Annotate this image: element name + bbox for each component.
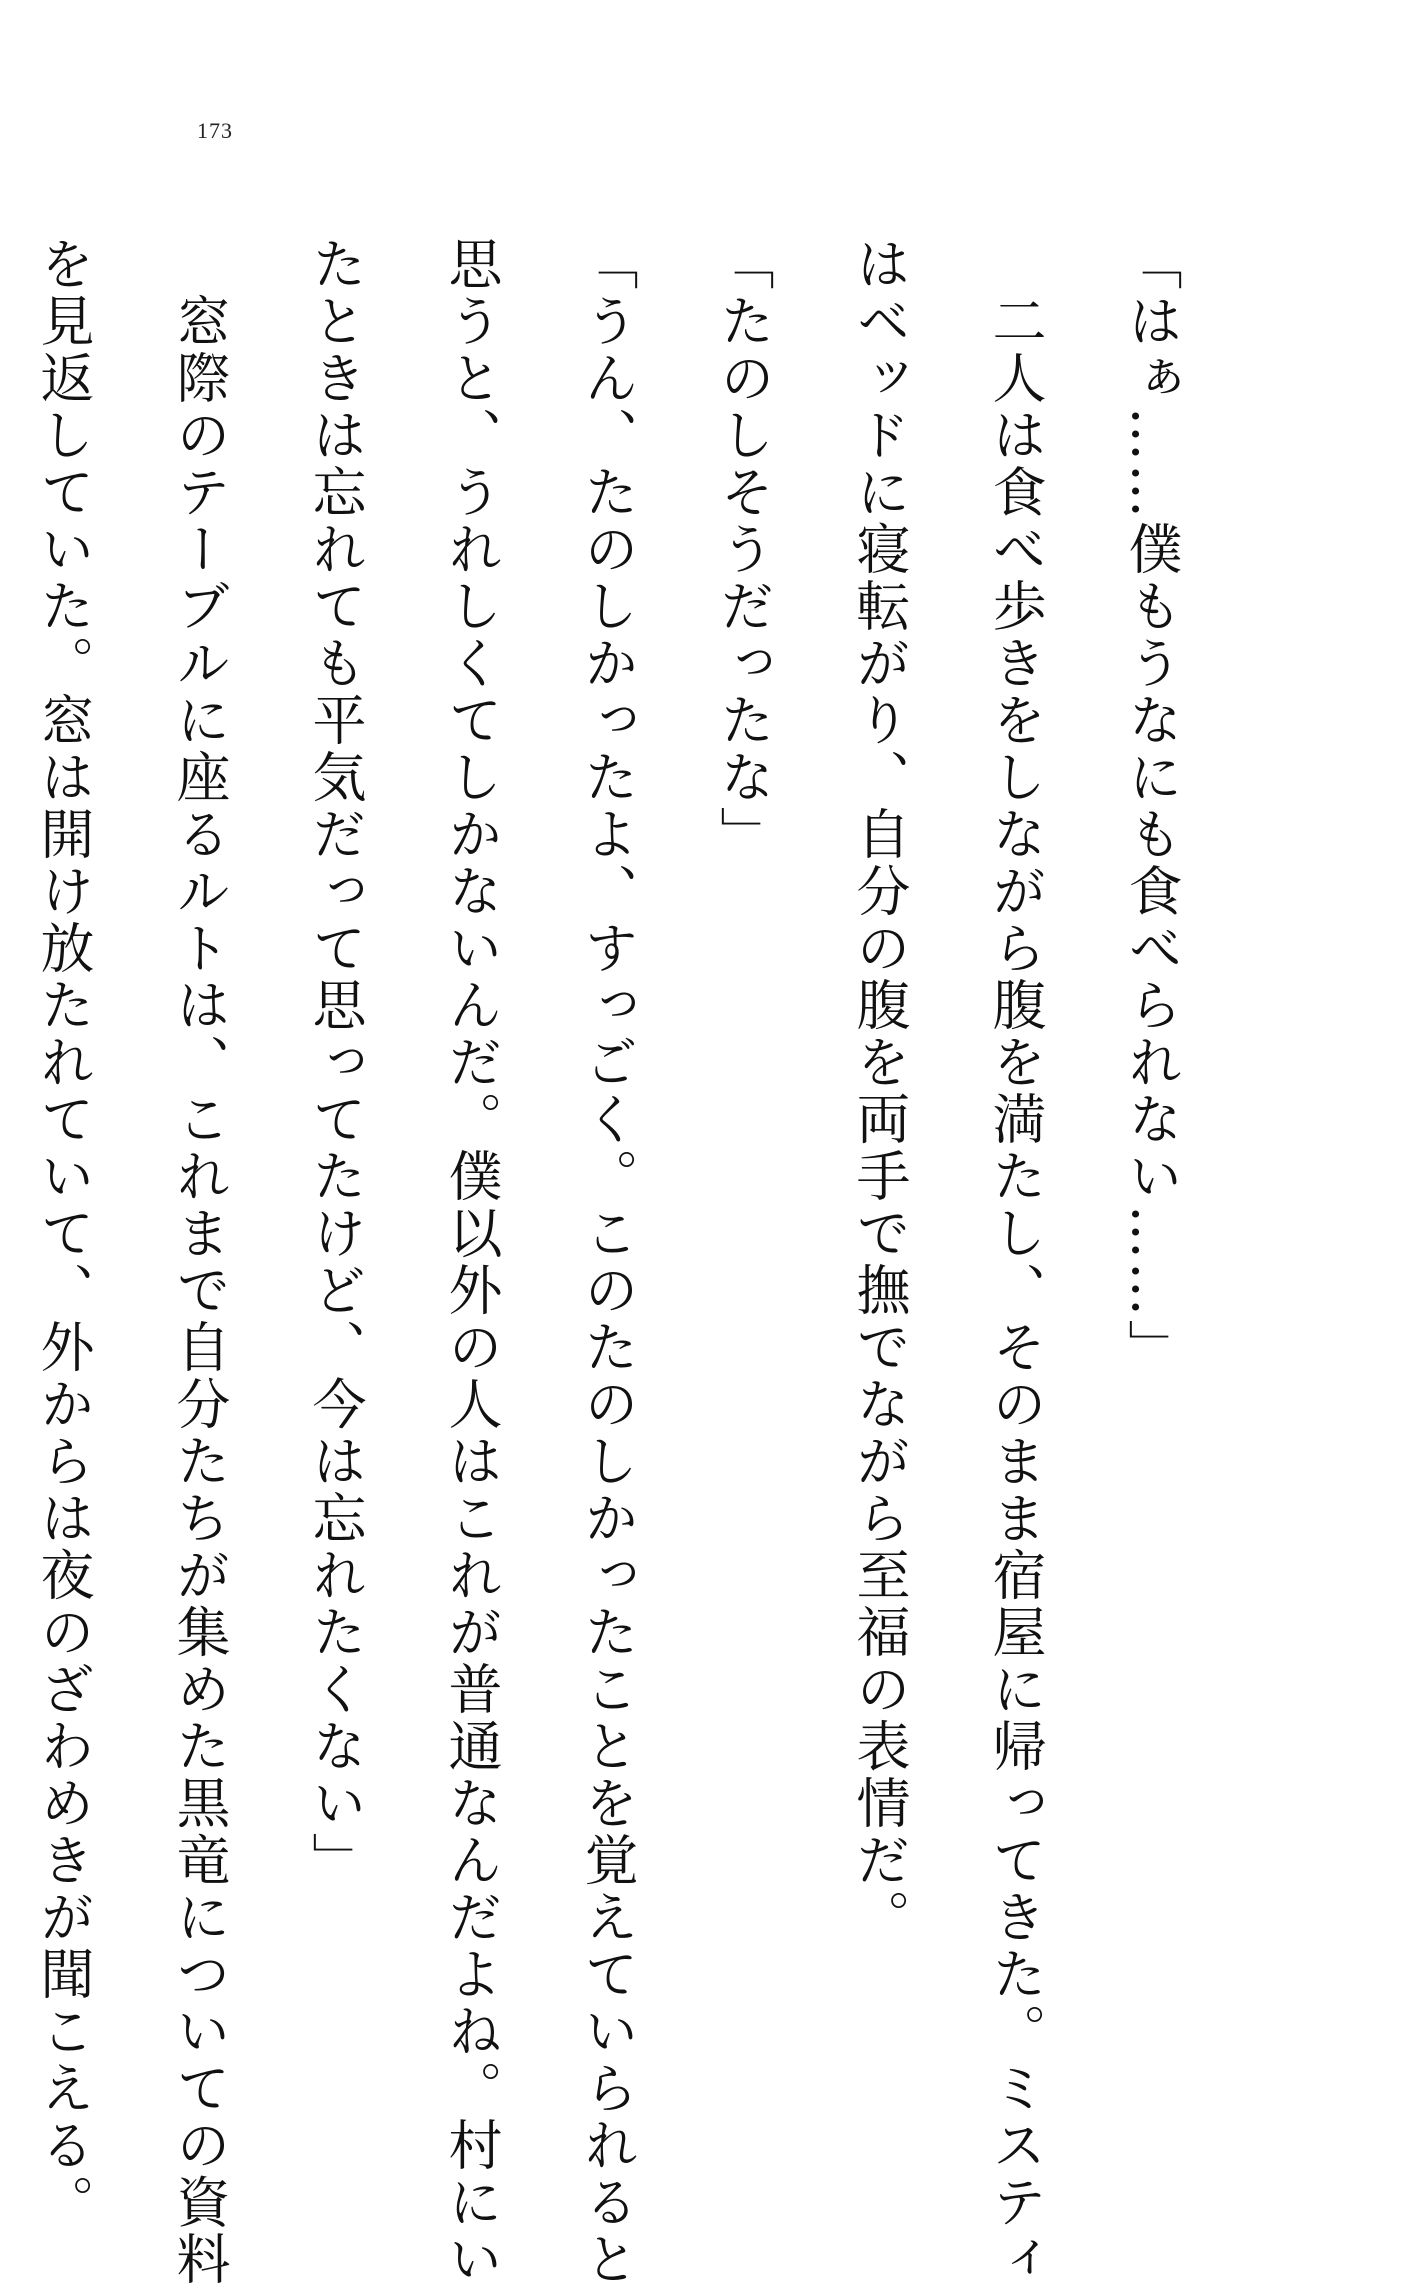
text-line: たときは忘れても平気だって思ってたけど、今は忘れたくない」 [304, 236, 367, 1889]
text-line: 「うん、たのしかったよ、すっごく。このたのしかったことを覚えていられると [576, 236, 639, 2288]
text-line: 窓際のテーブルに座るルトは、これまで自分たちが集めた黒竜についての資料 [168, 236, 231, 2288]
text-line: 二人は食べ歩きをしながら腹を満たし、そのまま宿屋に帰ってきた。ミスティ [984, 236, 1047, 2288]
text-line: を見返していた。窓は開け放たれていて、外からは夜のざわめきが聞こえる。 [32, 236, 95, 2231]
page-number: 173 [197, 118, 233, 143]
text-line: はベッドに寝転がり、自分の腹を両手で撫でながら至福の表情だ。 [848, 236, 911, 1946]
text-line: 「たのしそうだったな」 [712, 236, 775, 863]
vertical-text-body [32, 236, 1219, 2288]
text-line: 「はぁ……僕もうなにも食べられない……」 [1120, 236, 1183, 1376]
text-line: 思うと、うれしくてしかないんだ。僕以外の人はこれが普通なんだよね。村にい [440, 236, 503, 2288]
